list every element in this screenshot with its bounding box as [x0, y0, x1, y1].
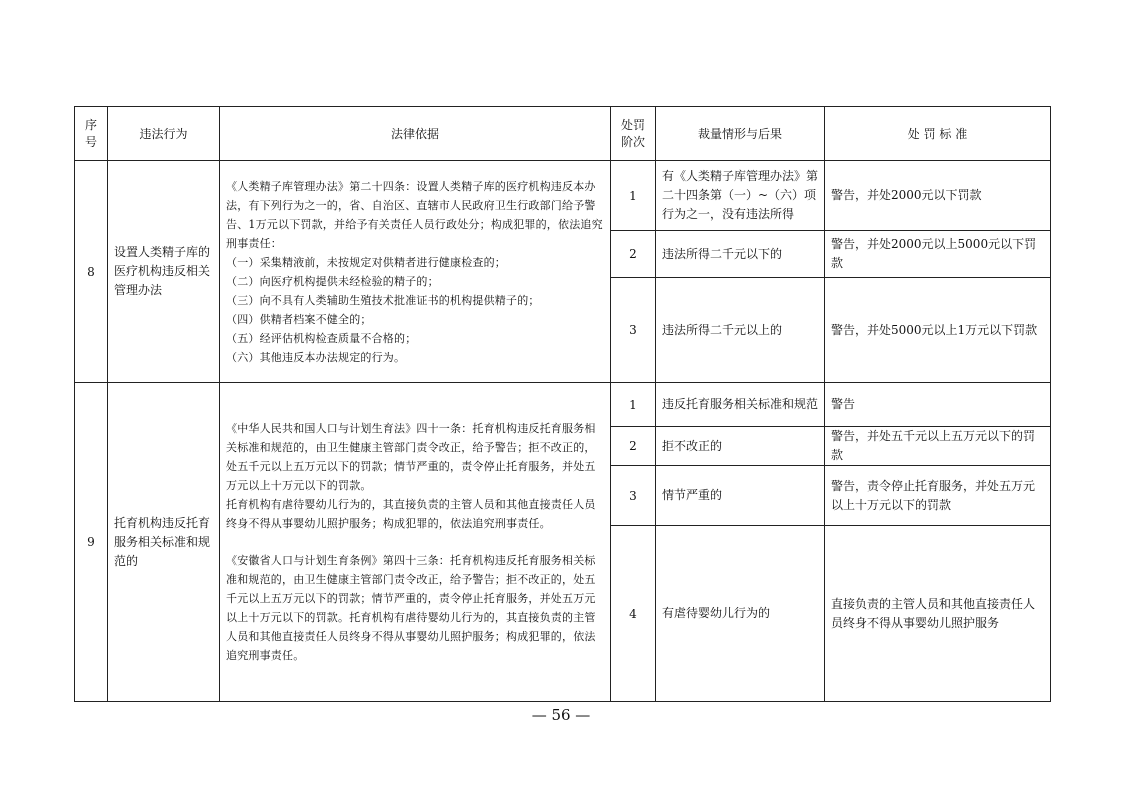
circumstance: 拒不改正的 — [656, 427, 825, 466]
penalty-order: 1 — [611, 383, 656, 427]
penalty-standard: 警告，并处2000元以下罚款 — [825, 161, 1051, 231]
row-seq: 8 — [75, 161, 108, 383]
page-number: — 56 — — [531, 706, 591, 724]
table-row — [75, 161, 1051, 231]
penalty-standard: 警告，并处5000元以上1万元以下罚款 — [825, 278, 1051, 383]
header-circumstance: 裁量情形与后果 — [656, 107, 825, 161]
header-penalty-order: 处罚 阶次 — [611, 107, 656, 161]
penalty-order: 2 — [611, 231, 656, 278]
row-violation: 托育机构违反托育服务相关标准和规范的 — [108, 383, 220, 702]
row-legal-basis: 《人类精子库管理办法》第二十四条：设置人类精子库的医疗机构违反本办法，有下列行为之一的，省、自治区、直辖市人民政府卫生行政部门给予警告、1万元以下罚款，并给予有关责任人员行政处分；构成犯罪的，依法追究刑事责任： （一）采集精液前，未按规定对供精者进行健康检查的； （二）向医疗机构提供未经检验的精子的； （三）向不具有人类辅助生殖技术批准证书的机构提供精子的； （四）供精者档案不健全的； （五）经评估机构检查质量不合格的； （六）其他违反本办法规定的行为。 — [220, 161, 611, 383]
circumstance: 违反托育服务相关标准和规范 — [656, 383, 825, 427]
penalty-table — [74, 106, 1051, 702]
table-row — [75, 383, 1051, 427]
penalty-order: 3 — [611, 466, 656, 526]
row-violation: 设置人类精子库的医疗机构违反相关管理办法 — [108, 161, 220, 383]
header-seq: 序 号 — [75, 107, 108, 161]
penalty-order: 3 — [611, 278, 656, 383]
header-violation: 违法行为 — [108, 107, 220, 161]
penalty-order: 1 — [611, 161, 656, 231]
circumstance: 有虐待婴幼儿行为的 — [656, 526, 825, 702]
penalty-standard: 警告，并处2000元以上5000元以下罚款 — [825, 231, 1051, 278]
penalty-standard: 警告 — [825, 383, 1051, 427]
circumstance: 有《人类精子库管理办法》第二十四条第（一）~（六）项行为之一，没有违法所得 — [656, 161, 825, 231]
circumstance: 违法所得二千元以上的 — [656, 278, 825, 383]
penalty-standard: 警告，责令停止托育服务，并处五万元以上十万元以下的罚款 — [825, 466, 1051, 526]
row-legal-basis: 《中华人民共和国人口与计划生育法》四十一条：托育机构违反托育服务相关标准和规范的，由卫生健康主管部门责令改正，给予警告；拒不改正的，处五千元以上五万元以下的罚款；情节严重的，责令停止托育服务，并处五万元以上十万元以下的罚款。 托育机构有虐待婴幼儿行为的，其直接负责的主管人员和其他直接责任人员终身不得从事婴幼儿照护服务；构成犯罪的，依法追究刑事责任。 《安徽省人口与计划生育条例》第四十三条：托育机构违反托育服务相关标准和规范的，由卫生健康主管部门责令改正，给予警告；拒不改正的，处五千元以上五万元以下的罚款；情节严重的，责令停止托育服务，并处五万元以上十万元以下的罚款。托育机构有虐待婴幼儿行为的，其直接负责的主管人员和其他直接责任人员终身不得从事婴幼儿照护服务；构成犯罪的，依法追究刑事责任。 — [220, 383, 611, 702]
penalty-order: 4 — [611, 526, 656, 702]
row-seq: 9 — [75, 383, 108, 702]
header-row — [75, 107, 1051, 161]
header-legal-basis: 法律依据 — [220, 107, 611, 161]
penalty-order: 2 — [611, 427, 656, 466]
circumstance: 违法所得二千元以下的 — [656, 231, 825, 278]
penalty-standard: 直接负责的主管人员和其他直接责任人员终身不得从事婴幼儿照护服务 — [825, 526, 1051, 702]
header-penalty-standard: 处 罚 标 准 — [825, 107, 1051, 161]
penalty-standard: 警告，并处五千元以上五万元以下的罚款 — [825, 427, 1051, 466]
circumstance: 情节严重的 — [656, 466, 825, 526]
